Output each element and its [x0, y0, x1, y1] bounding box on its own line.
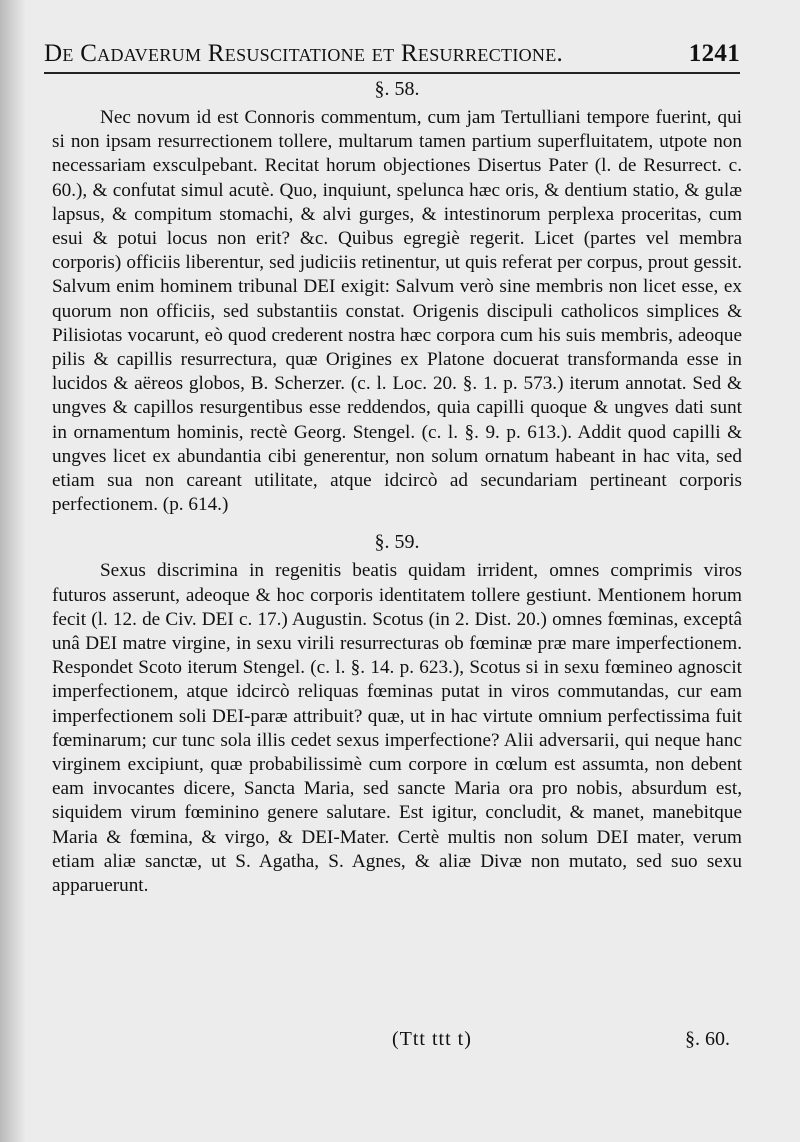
page-body	[52, 74, 742, 898]
gutter-shadow	[0, 0, 26, 1142]
paragraph-text: Sexus discrimina in regenitis beatis quidam irrident, omnes comprimis viros futuros asserunt, adeoque & hoc corporis identitatem tollere gestiunt. Mentionem horum fecit (l. 12. de Civ. DEI c. 17.) Augustin. Scotus (in 2. Dist. 20.) omnes fœminas, exceptâ unâ DEI matre virgine, in sexu virili resurrecturas ob fœminæ præ mare imperfectionem. Respondet Scoto iterum Stengel. (c. l. §. 14. p. 623.), Scotus si in sexu fœmineo agnoscit imperfectionem, atque idcircò reliquas fœminas putat in viros commutandas, cur eam imperfectionem soli DEI-paræ attribuit? quæ, ut in hac virtute omnium perfectissima fuit fœminarum; cur tunc sola illis cedet sexus imperfectione? Alii adversarii, qui neque hanc virginem excipiunt, quæ probabilissimè cum corpore in cœlum est assumta, non debent eam invocantes dicere, Sancta Maria, sed sancte Maria ora pro nobis, absurdum est, siquidem virum fœminino genere salutare. Est igitur, concludit, & manet, manebitque Maria & fœmina, & virgo, & DEI-Mater. Certè multis non solum DEI mater, verum etiam aliæ sanctæ, ut S. Agatha, S. Agnes, & aliæ Divæ non mutato, sed suo sexu apparuerunt.	[52, 560, 742, 897]
running-header	[44, 40, 740, 68]
signature-mark: (Ttt ttt t)	[392, 1028, 472, 1050]
running-title: De Cadaverum Resuscitatione et Resurrectione.	[44, 40, 564, 67]
paragraph-58	[52, 106, 742, 517]
paragraph-text: Nec novum id est Connoris commentum, cum jam Tertulliani tempore fuerint, qui si non ipsam resurrectionem tollere, multarum tamen partium superfluitatem, utpote non necessariam exsculpebant. Recitat horum objectiones Disertus Pater (l. de Resurrect. c. 60.), & confutat simul acutè. Quo, inquiunt, spelunca hæc oris, & dentium statio, & gulæ lapsus, & compitum stomachi, & alvi gurges, & intestinorum perplexa proceritas, cum esui & potui locus non erit? &c. Quibus egregiè regerit. Licet (partes vel membra corporis) officiis liberentur, sed judiciis retinentur, ut quis referat per corpus, prout gessit. Salvum enim hominem tribunal DEI exigit: Salvum verò sine membris non licet esse, ex quorum non officiis, sed substantiis constat. Origenis discipuli catholicos simplices & Pilisiotas vocarunt, eò quod crederent nostra hæc corpora cum his suis membris, adeoque pilis & capillis resurrectura, quæ Origines ex Platone docuerat transformanda esse in lucidos & aëreos globos, B. Scherzer. (c. l. Loc. 20. §. 1. p. 573.) iterum annotat. Sed & ungves & capillos resurgentibus esse reddendos, quia capilli quoque & ungves dati sunt in ornamentum hominis, rectè Georg. Stengel. (c. l. §. 9. p. 613.). Addit quod capilli & ungves licet ex abundantia cibi generentur, non solum ornatum habeant in hac vita, sed etiam sua non careant utilitate, atque idcircò ad secundariam pertineant corporis perfectionem. (p. 614.)	[52, 107, 742, 516]
page-number: 1241	[688, 40, 740, 67]
section-heading-58: §. 58.	[374, 78, 420, 100]
catchword: §. 60.	[685, 1028, 730, 1050]
section-heading-59: §. 59.	[374, 531, 420, 554]
paragraph-59	[52, 559, 742, 898]
page-footer	[52, 1028, 742, 1051]
